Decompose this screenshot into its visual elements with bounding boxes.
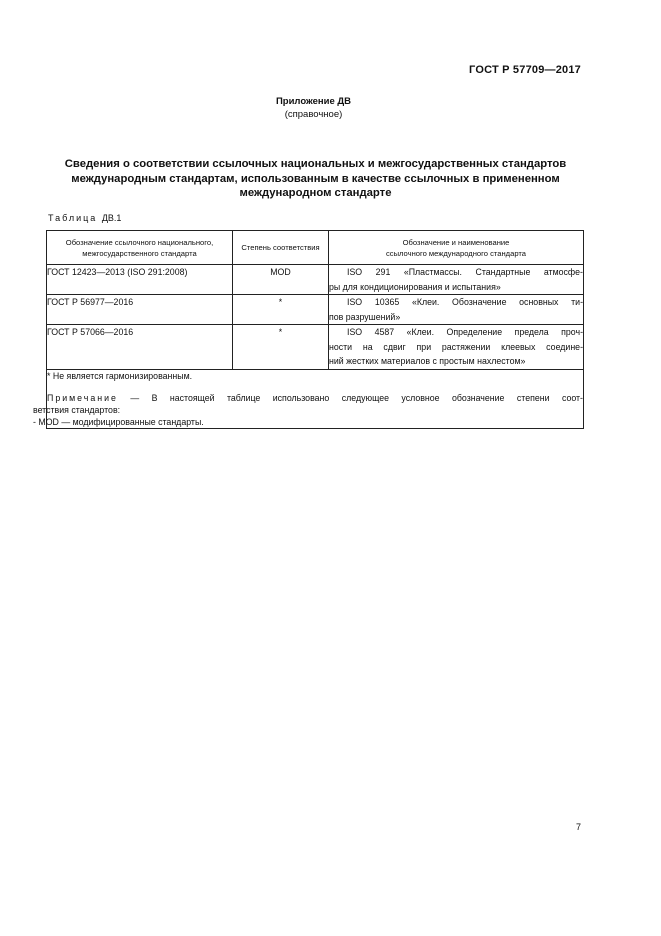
degree-cell: * bbox=[233, 325, 329, 370]
ref-standard-cell: ГОСТ Р 57066—2016 bbox=[47, 325, 233, 370]
table-notes bbox=[33, 369, 584, 428]
table-caption bbox=[48, 213, 121, 223]
header-degree bbox=[233, 231, 329, 265]
document-code: ГОСТ Р 57709—2017 bbox=[469, 64, 581, 76]
intl-standard-line: ний жестких материалов с простым нахлестом» bbox=[329, 356, 526, 366]
intl-standard-line: ISO 291 «Пластмассы. Стандартные атмосфе- bbox=[347, 267, 583, 277]
degree-cell: MOD bbox=[233, 265, 329, 295]
note-line-1-text: — В настоящей таблице использовано следующее условное обозначение степени соот- bbox=[117, 392, 583, 403]
table-row bbox=[47, 295, 584, 325]
note-word: Примечание bbox=[47, 392, 118, 403]
header-international-standard bbox=[329, 231, 584, 265]
page-number: 7 bbox=[575, 822, 581, 832]
intl-standard-cell bbox=[329, 325, 584, 370]
table-notes-row bbox=[47, 369, 584, 428]
intl-standard-line: ности на сдвиг при растяжении клеевых соедине- bbox=[329, 341, 583, 352]
intl-standard-cell bbox=[329, 295, 584, 325]
note-line-3: - MOD — модифицированные стандарты. bbox=[33, 416, 204, 427]
table-caption-word: Таблица bbox=[48, 213, 98, 223]
footnote-text: * Не является гармонизированным. bbox=[47, 370, 193, 381]
header-national-line-1: Обозначение ссылочного национального, bbox=[65, 237, 214, 247]
intl-standard-line: ISO 4587 «Клеи. Определение предела проч- bbox=[347, 327, 583, 337]
appendix-subtitle: (справочное) bbox=[284, 109, 343, 120]
table-row bbox=[47, 265, 584, 295]
section-title bbox=[48, 157, 583, 201]
section-title-line-3: международном стандарте bbox=[239, 187, 392, 199]
intl-standard-line: пов разрушений» bbox=[329, 311, 401, 322]
intl-standard-line: ры для кондиционирования и испытания» bbox=[329, 281, 501, 292]
header-international-line-1: Обозначение и наименование bbox=[402, 237, 510, 247]
note-line-2: ветствия стандартов: bbox=[33, 404, 121, 415]
table-row bbox=[47, 325, 584, 370]
standards-table bbox=[33, 230, 584, 429]
note-line-1 bbox=[47, 392, 583, 404]
section-title-line-1: Сведения о соответствии ссылочных национальных и межгосударственных стандартов bbox=[64, 158, 567, 170]
header-degree-label: Степень соответствия bbox=[241, 243, 320, 252]
degree-cell: * bbox=[233, 295, 329, 325]
header-international-line-2: ссылочного международного стандарта bbox=[385, 248, 526, 258]
intl-standard-line: ISO 10365 «Клеи. Обозначение основных ти- bbox=[347, 297, 583, 307]
intl-standard-cell bbox=[329, 265, 584, 295]
ref-standard-cell: ГОСТ Р 56977—2016 bbox=[47, 295, 233, 325]
section-title-line-2: международным стандартам, использованным в качестве ссылочных в примененном bbox=[71, 172, 560, 185]
appendix-title: Приложение ДВ bbox=[275, 96, 352, 107]
table-caption-number: ДВ.1 bbox=[101, 213, 122, 223]
note-block bbox=[33, 392, 583, 428]
header-national-line-2: межгосударственного стандарта bbox=[82, 248, 197, 258]
ref-standard-cell: ГОСТ 12423—2013 (ISO 291:2008) bbox=[47, 265, 233, 295]
table-header-row bbox=[47, 231, 584, 265]
appendix-heading bbox=[0, 95, 627, 121]
header-national-standard bbox=[47, 231, 233, 265]
